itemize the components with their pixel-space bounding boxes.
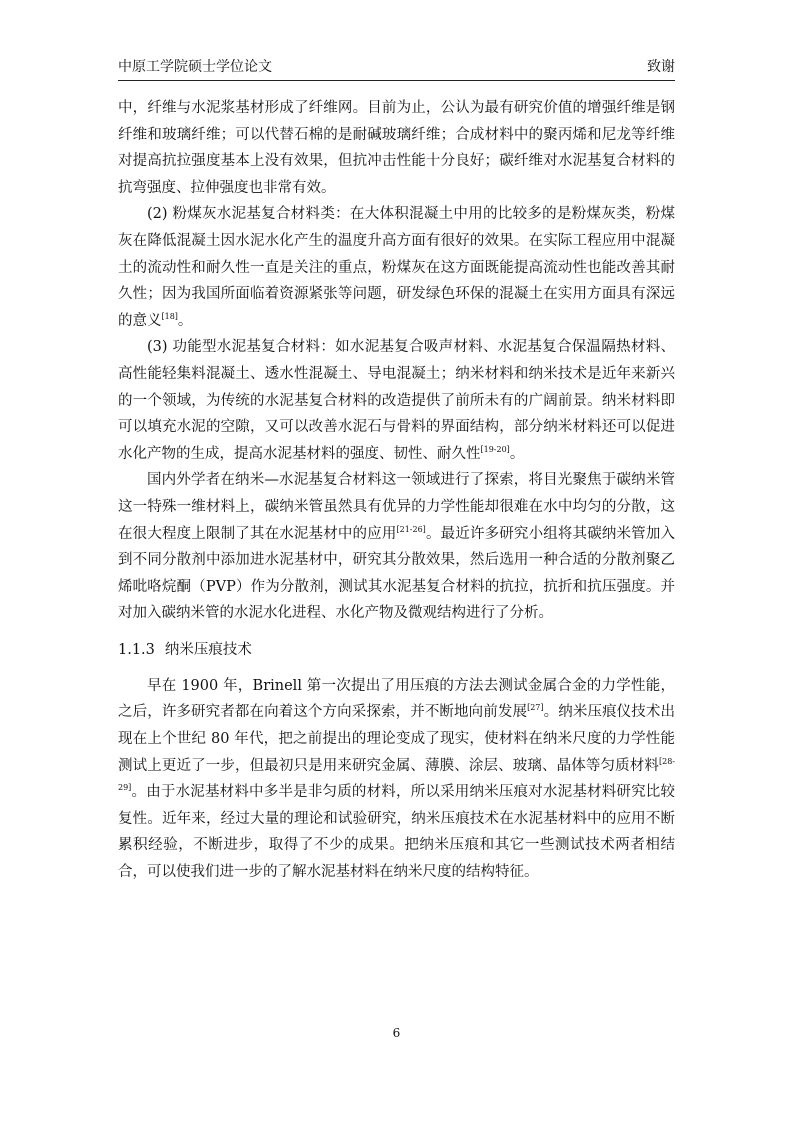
citation-ref: [19-20] — [480, 444, 510, 454]
citation-ref: [28-29] — [118, 756, 675, 793]
paragraph-text: 国内外学者在纳米—水泥基复合材料这一领域进行了探索，将目光聚焦于碳纳米管这一特殊一维材料上，碳纳米管虽然具有优异的力学性能却很难在水中均匀的分散，这在很大程度上限制了其在水泥基材中的应用 — [118, 472, 675, 542]
header-chapter-title: 致谢 — [647, 59, 675, 75]
paragraph-nanoindentation — [118, 673, 675, 886]
paragraph-text: (3) 功能型水泥基复合材料：如水泥基复合吸声材料、水泥基复合保温隔热材料、高性能轻集料混凝土、透水性混凝土、导电混凝土；纳米材料和纳米技术是近年来新兴的一个领域，为传统的水泥基复合材料的改造提供了前所未有的广阔前景。纳米材料即可以填充水泥的空隙，又可以改善水泥石与骨料的界面结构，部分纳米材料还可以促进水化产物的生成，提高水泥基材料的强度、韧性、耐久性 — [118, 339, 675, 462]
paragraph-fiber-continuation — [118, 95, 675, 201]
header-thesis-title: 中原工学院硕士学位论文 — [118, 59, 272, 75]
section-number: 1.1.3 — [118, 641, 155, 658]
paragraph-text: 。 — [509, 445, 525, 462]
paragraph-fly-ash — [118, 201, 675, 334]
paragraph-text: 。 — [177, 312, 193, 329]
paragraph-text: 。由于水泥基材料中多半是非匀质的材料，所以采用纳米压痕对水泥基材料研究比较复性。近年来，经过大量的理论和试验研究，纳米压痕技术在水泥基材料中的应用不断累积经验，不断进步，取得了不少的成果。把纳米压痕和其它一些测试技术两者相结合，可以使我们进一步的了解水泥基材料在纳米尺度的结构特征。 — [118, 784, 675, 881]
citation-ref: [21-26] — [396, 524, 426, 534]
page-body — [118, 95, 675, 886]
paragraph-text: 。纳米压痕仪技术出现在上个世纪 80 年代，把之前提出的理论变成了现实，使材料在纳米尺度的力学性能测试上更近了一步，但最初只是用来研究金属、薄膜、涂层、玻璃、晶体等匀质材料 — [118, 704, 676, 774]
paragraph-text: 。最近许多研究小组将其碳纳米管加入到不同分散剂中添加进水泥基材中，研究其分散效果，然后选用一种合适的分散剂聚乙烯吡咯烷酮（PVP）作为分散剂，测试其水泥基复合材料的抗拉，抗折和抗压强度。并对加入碳纳米管的水泥水化进程、水化产物及微观结构进行了分析。 — [118, 525, 675, 622]
paragraph-functional — [118, 334, 675, 467]
running-header — [118, 52, 675, 76]
paragraph-text: 中，纤维与水泥浆基材形成了纤维网。目前为止，公认为最有研究价值的增强纤维是钢纤维和玻璃纤维；可以代替石棉的是耐碱玻璃纤维；合成材料中的聚丙烯和尼龙等纤维对提高抗拉强度基本上没有效果，但抗冲击性能十分良好；碳纤维对水泥基复合材料的抗弯强度、拉伸强度也非常有效。 — [118, 100, 675, 196]
section-title: 纳米压痕技术 — [164, 641, 252, 658]
citation-ref: [18] — [161, 311, 178, 321]
header-rule — [118, 80, 675, 81]
citation-ref: [27] — [527, 703, 544, 713]
paragraph-text: 早在 1900 年，Brinell 第一次提出了用压痕的方法去测试金属合金的力学性能，之后，许多研究者都在向着这个方向采探索，并不断地向前发展 — [118, 677, 675, 721]
section-heading — [118, 637, 675, 663]
paragraph-text: (2) 粉煤灰水泥基复合材料类：在大体积混凝土中用的比较多的是粉煤灰类，粉煤灰在降低混凝土因水泥水化产生的温度升高方面有很好的效果。在实际工程应用中混凝土的流动性和耐久性一直是关注的重点，粉煤灰在这方面既能提高流动性也能改善其耐久性；因为我国所面临着资源紧张等问题，研发绿色环保的混凝土在实用方面具有深远的意义 — [118, 206, 675, 329]
page-number: 6 — [392, 1026, 401, 1040]
paragraph-nanotube — [118, 467, 675, 627]
